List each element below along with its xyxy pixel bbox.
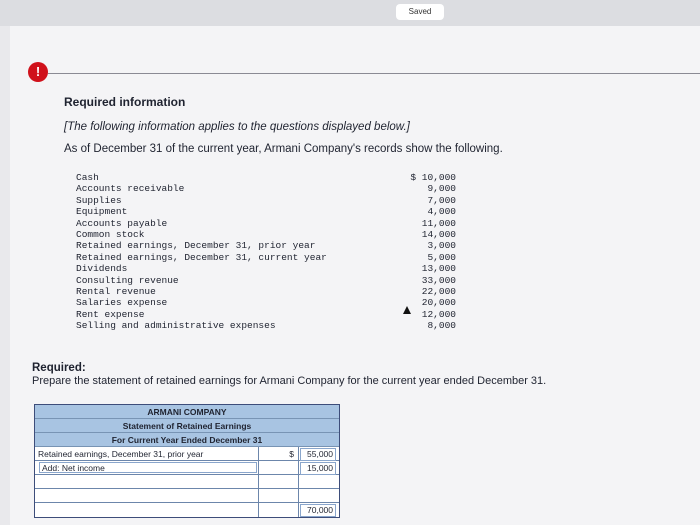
record-row	[76, 252, 456, 263]
record-label: Rent expense	[76, 308, 145, 320]
statement-row	[35, 447, 339, 461]
row-label-input[interactable]: Add: Net income	[35, 461, 259, 474]
statement-blank-row[interactable]	[35, 475, 339, 489]
dollar-sign: $	[259, 447, 299, 460]
record-label: Equipment	[76, 206, 128, 218]
alert-icon: !	[28, 62, 48, 82]
statement-total-row	[35, 503, 339, 517]
dollar-sign	[259, 461, 299, 474]
record-row	[76, 286, 456, 297]
record-label: Dividends	[76, 263, 128, 275]
record-value: $ 10,000	[410, 172, 456, 183]
record-label: Retained earnings, December 31, current year	[76, 251, 327, 263]
record-row	[76, 320, 456, 331]
record-value: 22,000	[421, 285, 456, 297]
saved-status: Saved	[396, 4, 444, 20]
top-bar	[0, 0, 700, 26]
records-list	[76, 172, 456, 331]
record-label: Retained earnings, December 31, prior year	[76, 240, 316, 252]
record-row	[76, 172, 456, 183]
record-label: Supplies	[76, 194, 122, 206]
record-label: Salaries expense	[76, 297, 168, 309]
statement-title: Statement of Retained Earnings	[35, 419, 339, 433]
record-label: Accounts receivable	[76, 183, 185, 195]
record-label: Selling and administrative expenses	[76, 320, 276, 332]
mouse-cursor-icon	[403, 306, 411, 314]
row-label: Retained earnings, December 31, prior year	[35, 447, 259, 460]
record-value: 8,000	[427, 320, 456, 332]
record-row	[76, 297, 456, 308]
record-row	[76, 240, 456, 251]
record-value: 14,000	[421, 228, 456, 240]
record-value: 3,000	[427, 240, 456, 252]
record-row	[76, 206, 456, 217]
record-row	[76, 263, 456, 274]
record-value: 5,000	[427, 251, 456, 263]
record-row	[76, 309, 456, 320]
info-note: [The following information applies to the questions displayed below.]	[64, 121, 410, 133]
record-value: 20,000	[421, 297, 456, 309]
record-row	[76, 218, 456, 229]
record-value: 13,000	[421, 263, 456, 275]
required-info-title: Required information	[64, 95, 186, 109]
amount-input[interactable]: 15,000	[299, 461, 339, 474]
record-row	[76, 275, 456, 286]
record-value: 33,000	[421, 274, 456, 286]
record-row	[76, 195, 456, 206]
statement-row	[35, 461, 339, 475]
record-row	[76, 229, 456, 240]
record-value: 4,000	[427, 206, 456, 218]
record-label: Cash	[76, 172, 99, 183]
statement-company: ARMANI COMPANY	[35, 405, 339, 419]
record-row	[76, 183, 456, 194]
statement-table	[34, 404, 340, 518]
total-input[interactable]: 70,000	[299, 503, 339, 517]
requirement-text: Prepare the statement of retained earnings for Armani Company for the current year ended December 31.	[32, 375, 547, 387]
record-value: 11,000	[421, 217, 456, 229]
record-value: 12,000	[421, 308, 456, 320]
statement-blank-row[interactable]	[35, 489, 339, 503]
record-label: Common stock	[76, 228, 145, 240]
record-label: Consulting revenue	[76, 274, 179, 286]
required-heading: Required:	[32, 362, 86, 374]
record-label: Rental revenue	[76, 285, 156, 297]
record-value: 7,000	[427, 194, 456, 206]
record-value: 9,000	[427, 183, 456, 195]
amount-input[interactable]: 55,000	[299, 447, 339, 460]
statement-period: For Current Year Ended December 31	[35, 433, 339, 447]
record-label: Accounts payable	[76, 217, 168, 229]
divider	[48, 73, 700, 74]
info-intro: As of December 31 of the current year, Armani Company's records show the following.	[64, 143, 503, 155]
